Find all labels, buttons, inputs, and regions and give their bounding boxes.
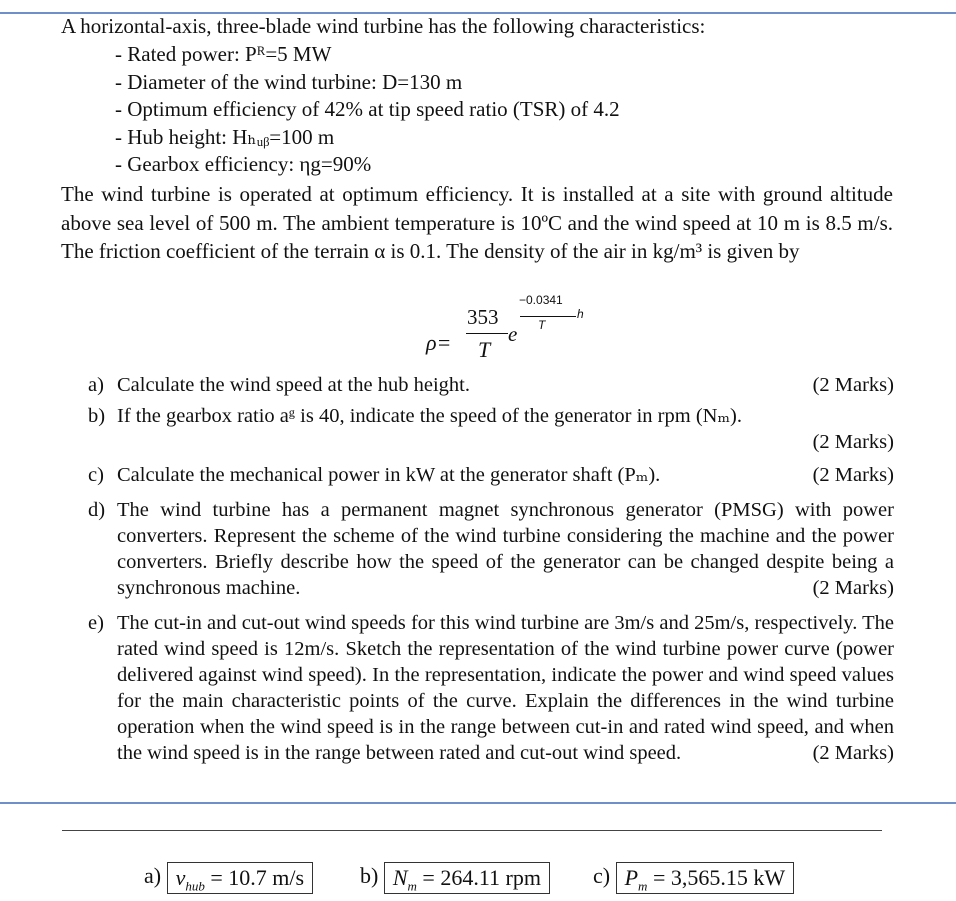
answer-value: = 264.11 rpm bbox=[422, 864, 541, 890]
formula-fraction-bar bbox=[466, 333, 508, 334]
characteristic-item: - Diameter of the wind turbine: D=130 m bbox=[115, 69, 463, 94]
answer-subscript: m bbox=[407, 878, 417, 894]
characteristic-item: - Rated power: Pᴿ=5 MW bbox=[115, 42, 332, 66]
bottom-rule bbox=[0, 802, 956, 804]
answer-a bbox=[144, 858, 313, 894]
question-marks: (2 Marks) bbox=[812, 577, 894, 599]
question-a bbox=[88, 372, 894, 398]
answer-box bbox=[384, 862, 550, 894]
question-text: Calculate the wind speed at the hub height. bbox=[117, 374, 470, 396]
answer-box bbox=[616, 862, 795, 894]
question-label: e) bbox=[88, 612, 104, 634]
answer-subscript: m bbox=[638, 878, 648, 894]
answer-box bbox=[167, 862, 313, 894]
question-label: b) bbox=[88, 405, 106, 427]
answer-label: b) bbox=[360, 863, 379, 888]
intro-text: A horizontal-axis, three-blade wind turbine has the following characteristics: bbox=[61, 14, 706, 38]
formula-exp-bar bbox=[520, 316, 576, 317]
question-d bbox=[88, 497, 894, 601]
formula-lhs: ρ= bbox=[426, 330, 452, 355]
characteristic-item: - Optimum efficiency of 42% at tip speed ratio (TSR) of 4.2 bbox=[115, 97, 620, 121]
answer-label: a) bbox=[144, 863, 162, 888]
formula-exp-var: h bbox=[577, 307, 584, 321]
answer-symbol: P bbox=[624, 864, 639, 890]
question-text: The wind turbine has a permanent magnet synchronous generator (PMSG) with power converters. Represent the scheme of the wind turbine considering the machine and the power converters. Briefly describe how the speed of the generator can be changed despite being a synchronous machine. bbox=[117, 499, 894, 599]
question-c bbox=[88, 462, 894, 488]
characteristics-list bbox=[115, 41, 620, 179]
characteristic-item: - Gearbox efficiency: ηg=90% bbox=[115, 152, 372, 176]
answer-b bbox=[360, 858, 550, 894]
question-marks: (2 Marks) bbox=[812, 742, 894, 764]
question-label: d) bbox=[88, 499, 106, 521]
answer-symbol: v bbox=[175, 864, 186, 890]
answer-symbol: N bbox=[392, 864, 408, 890]
answer-value: = 3,565.15 kW bbox=[652, 864, 786, 890]
question-e bbox=[88, 610, 894, 766]
question-marks: (2 Marks) bbox=[812, 464, 894, 486]
formula-numerator: 353 bbox=[467, 305, 499, 329]
answer-label: c) bbox=[593, 863, 611, 888]
formula-exp-denominator: T bbox=[538, 318, 546, 332]
answer-divider bbox=[62, 830, 882, 831]
question-b bbox=[88, 403, 894, 455]
characteristic-item: - Hub height: Hₕᵤᵦ=100 m bbox=[115, 124, 335, 149]
question-text: The cut-in and cut-out wind speeds for this wind turbine are 3m/s and 25m/s, respectively. The rated wind speed is 12m/s. Sketch the representation of the wind turbine power curve (power delivered against wind speed). In the representation, indicate the power and wind speed values for the main characteristic points of the curve. Explain the differences in the wind turbine operation when the wind speed is in the range between cut-in and rated wind speed, and when the wind speed is in the range between rated and cut-out wind speed. bbox=[117, 612, 894, 764]
formula-denominator: T bbox=[478, 337, 491, 362]
question-text: If the gearbox ratio aᵍ is 40, indicate the speed of the generator in rpm (Nₘ). bbox=[117, 405, 742, 427]
question-text: Calculate the mechanical power in kW at the generator shaft (Pₘ). bbox=[117, 464, 661, 486]
answer-c bbox=[593, 858, 794, 894]
question-label: c) bbox=[88, 464, 104, 486]
question-label: a) bbox=[88, 374, 104, 396]
answer-subscript: hub bbox=[185, 878, 205, 894]
answer-value: = 10.7 m/s bbox=[210, 864, 305, 890]
question-marks: (2 Marks) bbox=[812, 374, 894, 396]
question-marks: (2 Marks) bbox=[812, 431, 894, 453]
formula-exp-numerator: −0.0341 bbox=[519, 293, 563, 307]
description-paragraph: The wind turbine is operated at optimum efficiency. It is installed at a site with ground altitude above sea level of 500 m. The ambient temperature is 10ºC and the wind speed at 10 m is 8.5 m/s. The friction coefficient of the terrain α is 0.1. The density of the air in kg/m³ is given by bbox=[61, 182, 893, 263]
formula-base: e bbox=[508, 322, 518, 346]
